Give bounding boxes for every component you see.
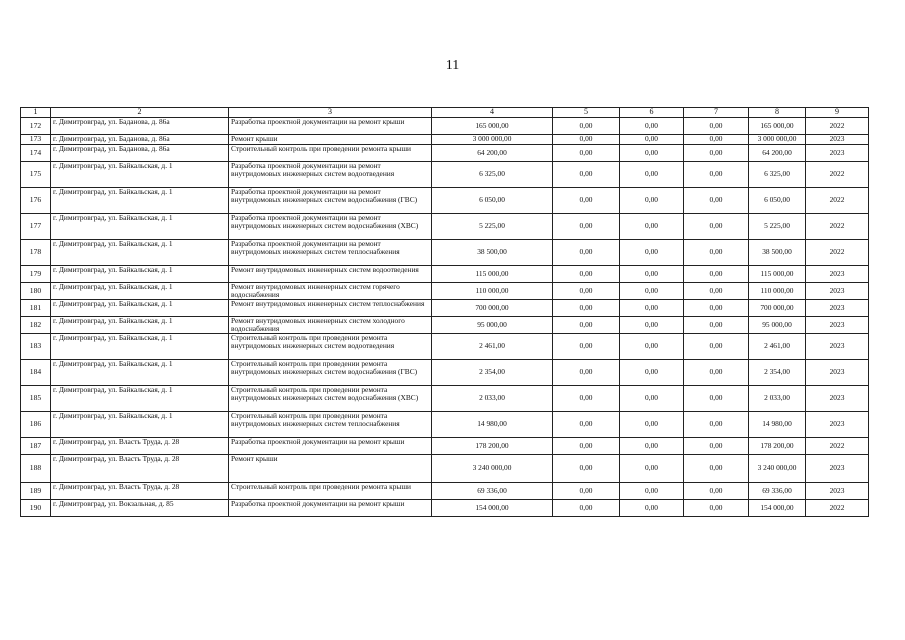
cost-col6-cell: 0,00 — [620, 265, 684, 282]
cost-col7-cell: 0,00 — [684, 213, 749, 239]
cost-col6-cell: 0,00 — [620, 161, 684, 187]
address-cell: г. Димитровград, ул. Байкальская, д. 1 — [51, 299, 229, 316]
cost-col5-cell: 0,00 — [553, 117, 620, 134]
table-row — [21, 239, 869, 265]
cost-col7-cell: 0,00 — [684, 499, 749, 516]
table-row — [21, 134, 869, 144]
cost-col6-cell: 0,00 — [620, 239, 684, 265]
year-cell: 2023 — [806, 282, 869, 299]
row-number: 175 — [21, 161, 51, 187]
address-cell: г. Димитровград, ул. Байкальская, д. 1 — [51, 359, 229, 385]
row-number: 184 — [21, 359, 51, 385]
row-number: 186 — [21, 411, 51, 437]
table-row — [21, 213, 869, 239]
cost-col8-cell: 2 033,00 — [749, 385, 806, 411]
cost-col7-cell: 0,00 — [684, 134, 749, 144]
cost-col5-cell: 0,00 — [553, 411, 620, 437]
work-description-cell: Разработка проектной документации на ремонт крыши — [229, 499, 432, 516]
cost-col6-cell: 0,00 — [620, 282, 684, 299]
cost-total-cell: 3 240 000,00 — [432, 454, 553, 482]
year-cell: 2022 — [806, 437, 869, 454]
cost-col8-cell: 6 050,00 — [749, 187, 806, 213]
table-row — [21, 359, 869, 385]
table-row — [21, 282, 869, 299]
cost-col7-cell: 0,00 — [684, 265, 749, 282]
row-number: 176 — [21, 187, 51, 213]
cost-col5-cell: 0,00 — [553, 239, 620, 265]
cost-total-cell: 165 000,00 — [432, 117, 553, 134]
cost-col8-cell: 38 500,00 — [749, 239, 806, 265]
cost-col8-cell: 2 461,00 — [749, 333, 806, 359]
cost-col5-cell: 0,00 — [553, 499, 620, 516]
table-row — [21, 117, 869, 134]
cost-col8-cell: 6 325,00 — [749, 161, 806, 187]
year-cell: 2023 — [806, 333, 869, 359]
address-cell: г. Димитровград, ул. Власть Труда, д. 28 — [51, 437, 229, 454]
cost-col8-cell: 154 000,00 — [749, 499, 806, 516]
cost-col5-cell: 0,00 — [553, 144, 620, 161]
year-cell: 2022 — [806, 117, 869, 134]
address-cell: г. Димитровград, ул. Власть Труда, д. 28 — [51, 454, 229, 482]
cost-col8-cell: 165 000,00 — [749, 117, 806, 134]
cost-col7-cell: 0,00 — [684, 187, 749, 213]
cost-col8-cell: 3 000 000,00 — [749, 134, 806, 144]
year-cell: 2022 — [806, 161, 869, 187]
address-cell: г. Димитровград, ул. Байкальская, д. 1 — [51, 333, 229, 359]
cost-total-cell: 64 200,00 — [432, 144, 553, 161]
col-header-7: 7 — [684, 108, 749, 118]
cost-col6-cell: 0,00 — [620, 134, 684, 144]
work-description-cell: Разработка проектной документации на ремонт внутридомовых инженерных систем водоснабжения (ХВС) — [229, 213, 432, 239]
cost-total-cell: 6 050,00 — [432, 187, 553, 213]
year-cell: 2022 — [806, 213, 869, 239]
cost-total-cell: 115 000,00 — [432, 265, 553, 282]
cost-total-cell: 2 354,00 — [432, 359, 553, 385]
row-number: 183 — [21, 333, 51, 359]
cost-col7-cell: 0,00 — [684, 282, 749, 299]
cost-col5-cell: 0,00 — [553, 385, 620, 411]
table-row — [21, 454, 869, 482]
cost-col7-cell: 0,00 — [684, 333, 749, 359]
row-number: 179 — [21, 265, 51, 282]
cost-col6-cell: 0,00 — [620, 437, 684, 454]
cost-col7-cell: 0,00 — [684, 117, 749, 134]
table-row — [21, 385, 869, 411]
cost-col7-cell: 0,00 — [684, 482, 749, 499]
header-row — [21, 108, 869, 118]
year-cell: 2023 — [806, 265, 869, 282]
cost-col6-cell: 0,00 — [620, 299, 684, 316]
table-row — [21, 187, 869, 213]
cost-col7-cell: 0,00 — [684, 316, 749, 333]
work-description-cell: Разработка проектной документации на ремонт крыши — [229, 437, 432, 454]
year-cell: 2023 — [806, 134, 869, 144]
cost-col8-cell: 95 000,00 — [749, 316, 806, 333]
work-description-cell: Разработка проектной документации на ремонт внутридомовых инженерных систем водоснабжения (ГВС) — [229, 187, 432, 213]
cost-col8-cell: 5 225,00 — [749, 213, 806, 239]
cost-col6-cell: 0,00 — [620, 411, 684, 437]
work-description-cell: Строительный контроль при проведении ремонта крыши — [229, 482, 432, 499]
table-row — [21, 411, 869, 437]
cost-col5-cell: 0,00 — [553, 299, 620, 316]
cost-col6-cell: 0,00 — [620, 333, 684, 359]
cost-col8-cell: 178 200,00 — [749, 437, 806, 454]
works-table — [20, 107, 869, 517]
address-cell: г. Димитровград, ул. Байкальская, д. 1 — [51, 316, 229, 333]
cost-col7-cell: 0,00 — [684, 437, 749, 454]
address-cell: г. Димитровград, ул. Байкальская, д. 1 — [51, 282, 229, 299]
cost-total-cell: 95 000,00 — [432, 316, 553, 333]
cost-col7-cell: 0,00 — [684, 385, 749, 411]
cost-col6-cell: 0,00 — [620, 117, 684, 134]
address-cell: г. Димитровград, ул. Баданова, д. 86а — [51, 134, 229, 144]
year-cell: 2023 — [806, 385, 869, 411]
table-row — [21, 265, 869, 282]
cost-col5-cell: 0,00 — [553, 213, 620, 239]
cost-col8-cell: 115 000,00 — [749, 265, 806, 282]
cost-col6-cell: 0,00 — [620, 213, 684, 239]
cost-col6-cell: 0,00 — [620, 385, 684, 411]
page-number: 11 — [445, 58, 460, 73]
cost-col7-cell: 0,00 — [684, 144, 749, 161]
work-description-cell: Ремонт внутридомовых инженерных систем холодного водоснабжения — [229, 316, 432, 333]
row-number: 178 — [21, 239, 51, 265]
cost-col7-cell: 0,00 — [684, 411, 749, 437]
cost-col8-cell: 700 000,00 — [749, 299, 806, 316]
cost-col5-cell: 0,00 — [553, 437, 620, 454]
cost-col5-cell: 0,00 — [553, 359, 620, 385]
work-description-cell: Ремонт внутридомовых инженерных систем водоотведения — [229, 265, 432, 282]
cost-col7-cell: 0,00 — [684, 161, 749, 187]
table-row — [21, 499, 869, 516]
work-description-cell: Строительный контроль при проведении ремонта внутридомовых инженерных систем водоснабжения (ГВС) — [229, 359, 432, 385]
cost-col8-cell: 110 000,00 — [749, 282, 806, 299]
cost-col8-cell: 2 354,00 — [749, 359, 806, 385]
cost-col7-cell: 0,00 — [684, 239, 749, 265]
year-cell: 2023 — [806, 316, 869, 333]
address-cell: г. Димитровград, ул. Баданова, д. 86а — [51, 144, 229, 161]
cost-total-cell: 6 325,00 — [432, 161, 553, 187]
cost-total-cell: 110 000,00 — [432, 282, 553, 299]
cost-col6-cell: 0,00 — [620, 359, 684, 385]
cost-col6-cell: 0,00 — [620, 482, 684, 499]
table-row — [21, 482, 869, 499]
row-number: 172 — [21, 117, 51, 134]
table-row — [21, 299, 869, 316]
cost-col6-cell: 0,00 — [620, 454, 684, 482]
work-description-cell: Ремонт крыши — [229, 454, 432, 482]
address-cell: г. Димитровград, ул. Байкальская, д. 1 — [51, 213, 229, 239]
work-description-cell: Строительный контроль при проведении ремонта внутридомовых инженерных систем водоотведения — [229, 333, 432, 359]
row-number: 174 — [21, 144, 51, 161]
work-description-cell: Ремонт внутридомовых инженерных систем теплоснабжения — [229, 299, 432, 316]
address-cell: г. Димитровград, ул. Байкальская, д. 1 — [51, 239, 229, 265]
cost-col8-cell: 14 980,00 — [749, 411, 806, 437]
cost-total-cell: 178 200,00 — [432, 437, 553, 454]
cost-total-cell: 2 461,00 — [432, 333, 553, 359]
work-description-cell: Ремонт крыши — [229, 134, 432, 144]
col-header-8: 8 — [749, 108, 806, 118]
year-cell: 2023 — [806, 359, 869, 385]
address-cell: г. Димитровград, ул. Вокзальная, д. 85 — [51, 499, 229, 516]
table-row — [21, 316, 869, 333]
row-number: 188 — [21, 454, 51, 482]
table-row — [21, 161, 869, 187]
row-number: 185 — [21, 385, 51, 411]
cost-col7-cell: 0,00 — [684, 299, 749, 316]
cost-col6-cell: 0,00 — [620, 316, 684, 333]
work-description-cell: Разработка проектной документации на ремонт внутридомовых инженерных систем водоотведения — [229, 161, 432, 187]
cost-total-cell: 5 225,00 — [432, 213, 553, 239]
row-number: 181 — [21, 299, 51, 316]
cost-total-cell: 3 000 000,00 — [432, 134, 553, 144]
row-number: 190 — [21, 499, 51, 516]
work-description-cell: Разработка проектной документации на ремонт внутридомовых инженерных систем теплоснабжения — [229, 239, 432, 265]
cost-col5-cell: 0,00 — [553, 187, 620, 213]
cost-col5-cell: 0,00 — [553, 282, 620, 299]
work-description-cell: Строительный контроль при проведении ремонта крыши — [229, 144, 432, 161]
year-cell: 2023 — [806, 144, 869, 161]
address-cell: г. Димитровград, ул. Байкальская, д. 1 — [51, 265, 229, 282]
cost-total-cell: 2 033,00 — [432, 385, 553, 411]
col-header-2: 2 — [51, 108, 229, 118]
cost-col5-cell: 0,00 — [553, 134, 620, 144]
row-number: 180 — [21, 282, 51, 299]
work-description-cell: Строительный контроль при проведении ремонта внутридомовых инженерных систем теплоснабжения — [229, 411, 432, 437]
address-cell: г. Димитровград, ул. Баданова, д. 86а — [51, 117, 229, 134]
cost-col8-cell: 3 240 000,00 — [749, 454, 806, 482]
year-cell: 2023 — [806, 299, 869, 316]
cost-col7-cell: 0,00 — [684, 359, 749, 385]
address-cell: г. Димитровград, ул. Байкальская, д. 1 — [51, 385, 229, 411]
work-description-cell: Разработка проектной документации на ремонт крыши — [229, 117, 432, 134]
cost-col5-cell: 0,00 — [553, 316, 620, 333]
table-row — [21, 144, 869, 161]
cost-col7-cell: 0,00 — [684, 454, 749, 482]
cost-col6-cell: 0,00 — [620, 144, 684, 161]
cost-total-cell: 69 336,00 — [432, 482, 553, 499]
cost-col6-cell: 0,00 — [620, 499, 684, 516]
year-cell: 2023 — [806, 482, 869, 499]
cost-col5-cell: 0,00 — [553, 333, 620, 359]
year-cell: 2023 — [806, 411, 869, 437]
col-header-3: 3 — [229, 108, 432, 118]
address-cell: г. Димитровград, ул. Байкальская, д. 1 — [51, 161, 229, 187]
cost-col5-cell: 0,00 — [553, 161, 620, 187]
cost-total-cell: 700 000,00 — [432, 299, 553, 316]
year-cell: 2022 — [806, 239, 869, 265]
year-cell: 2022 — [806, 187, 869, 213]
table-row — [21, 333, 869, 359]
year-cell: 2023 — [806, 454, 869, 482]
cost-total-cell: 154 000,00 — [432, 499, 553, 516]
row-number: 173 — [21, 134, 51, 144]
cost-col5-cell: 0,00 — [553, 454, 620, 482]
table-row — [21, 437, 869, 454]
cost-total-cell: 14 980,00 — [432, 411, 553, 437]
work-description-cell: Строительный контроль при проведении ремонта внутридомовых инженерных систем водоснабжения (ХВС) — [229, 385, 432, 411]
cost-col5-cell: 0,00 — [553, 265, 620, 282]
row-number: 189 — [21, 482, 51, 499]
cost-col6-cell: 0,00 — [620, 187, 684, 213]
col-header-5: 5 — [553, 108, 620, 118]
year-cell: 2022 — [806, 499, 869, 516]
cost-col8-cell: 64 200,00 — [749, 144, 806, 161]
row-number: 177 — [21, 213, 51, 239]
col-header-4: 4 — [432, 108, 553, 118]
address-cell: г. Димитровград, ул. Байкальская, д. 1 — [51, 187, 229, 213]
col-header-9: 9 — [806, 108, 869, 118]
address-cell: г. Димитровград, ул. Байкальская, д. 1 — [51, 411, 229, 437]
row-number: 182 — [21, 316, 51, 333]
work-description-cell: Ремонт внутридомовых инженерных систем горячего водоснабжения — [229, 282, 432, 299]
col-header-1: 1 — [21, 108, 51, 118]
address-cell: г. Димитровград, ул. Власть Труда, д. 28 — [51, 482, 229, 499]
cost-col5-cell: 0,00 — [553, 482, 620, 499]
col-header-6: 6 — [620, 108, 684, 118]
cost-total-cell: 38 500,00 — [432, 239, 553, 265]
row-number: 187 — [21, 437, 51, 454]
cost-col8-cell: 69 336,00 — [749, 482, 806, 499]
